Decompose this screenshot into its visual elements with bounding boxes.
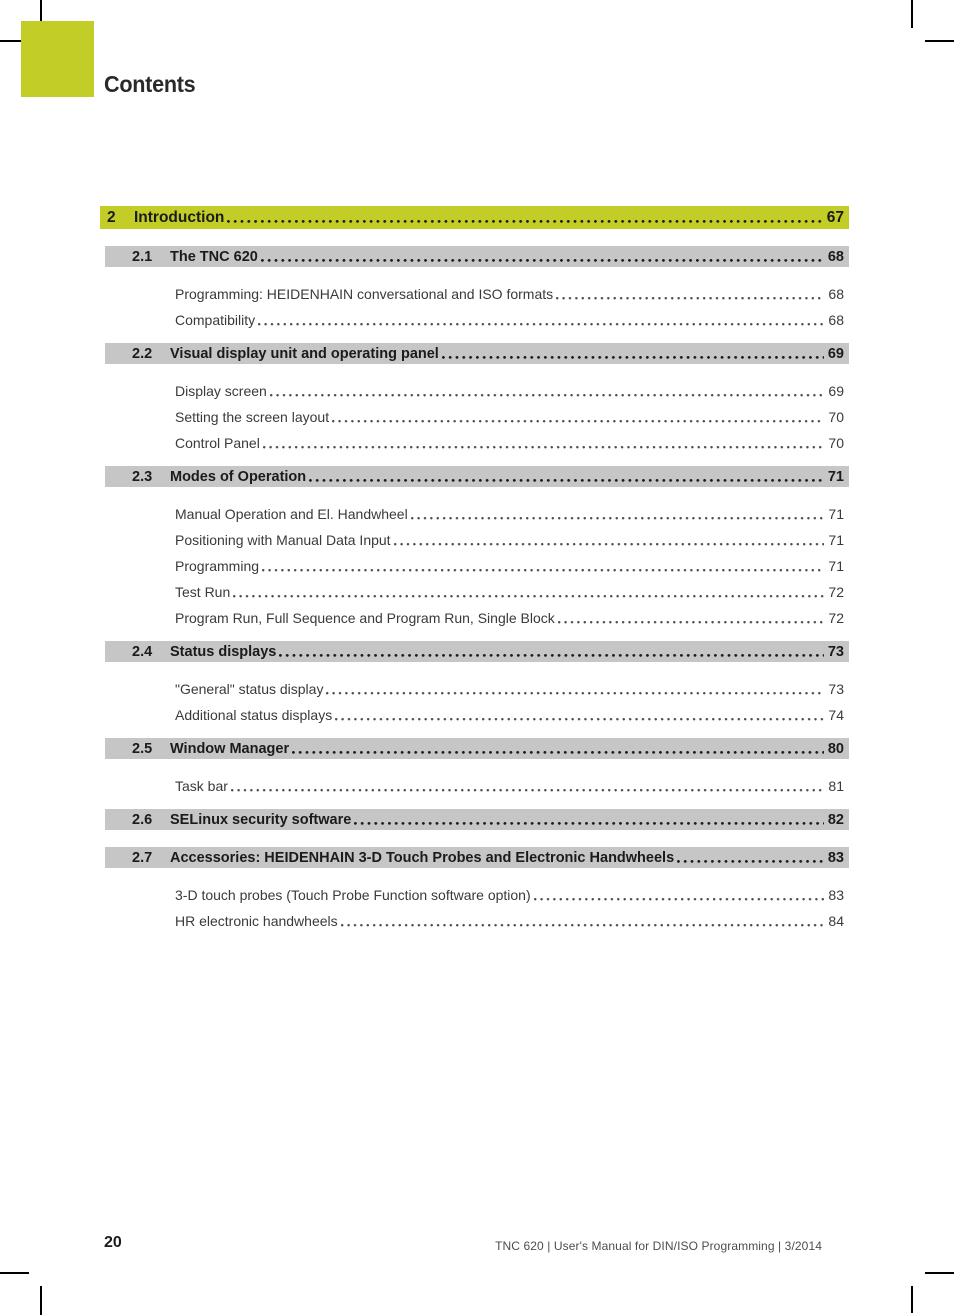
dot-leader — [411, 517, 825, 520]
toc-entry-group — [100, 773, 849, 799]
table-of-contents — [100, 206, 849, 927]
toc-entry-row[interactable] — [100, 908, 849, 934]
toc-entry-row[interactable] — [100, 702, 849, 728]
dot-leader — [394, 543, 825, 546]
entry-page-number: 68 — [828, 312, 844, 328]
toc-entry-group — [100, 501, 849, 631]
entry-title: Control Panel — [175, 435, 260, 451]
toc-entry-row[interactable] — [100, 882, 849, 908]
dot-leader — [227, 220, 822, 223]
dot-leader — [233, 595, 824, 598]
crop-mark-top-left-v — [40, 0, 42, 21]
chapter-title: Introduction — [134, 208, 225, 226]
section-title: Window Manager — [170, 740, 290, 757]
section-title: SELinux security software — [170, 811, 352, 828]
crop-mark-top-right-h — [925, 40, 954, 42]
dot-leader — [556, 297, 824, 300]
dot-leader — [326, 692, 824, 695]
toc-entry-row[interactable] — [100, 281, 849, 307]
toc-section-row[interactable] — [105, 847, 849, 868]
section-page-number: 80 — [827, 740, 844, 757]
entry-page-number: 84 — [828, 913, 844, 929]
toc-section-row[interactable] — [105, 809, 849, 830]
chapter-page-number: 67 — [826, 208, 844, 226]
section-title: Modes of Operation — [170, 468, 307, 485]
entry-title: Program Run, Full Sequence and Program Run, Single Block — [175, 610, 555, 626]
crop-mark-top-left-h — [0, 40, 21, 42]
entry-title: 3-D touch probes (Touch Probe Function software option) — [175, 887, 531, 903]
entry-page-number: 68 — [828, 286, 844, 302]
toc-entry-group — [100, 378, 849, 456]
section-number: 2.1 — [132, 248, 153, 265]
entry-title: Programming: HEIDENHAIN conversational and ISO formats — [175, 286, 554, 302]
entry-page-number: 71 — [828, 532, 844, 548]
footer-caption: TNC 620 | User's Manual for DIN/ISO Programming | 3/2014 — [495, 1239, 822, 1253]
section-number: 2.2 — [132, 345, 153, 362]
entry-page-number: 69 — [828, 383, 844, 399]
entry-page-number: 71 — [828, 506, 844, 522]
entry-title: Display screen — [175, 383, 267, 399]
page-title: Contents — [104, 71, 196, 97]
entry-page-number: 72 — [828, 610, 844, 626]
entry-title: Programming — [175, 558, 260, 574]
section-title: The TNC 620 — [170, 248, 258, 265]
toc-entry-row[interactable] — [100, 527, 849, 553]
crop-mark-bottom-left-v — [40, 1286, 42, 1315]
dot-leader — [261, 259, 824, 262]
toc-section-row[interactable] — [105, 466, 849, 487]
brand-green-square — [21, 21, 94, 97]
section-page-number: 73 — [827, 643, 844, 660]
dot-leader — [534, 898, 825, 901]
entry-title: HR electronic handwheels — [175, 913, 338, 929]
toc-entry-row[interactable] — [100, 501, 849, 527]
entry-page-number: 73 — [828, 681, 844, 697]
section-title: Status displays — [170, 643, 277, 660]
dot-leader — [341, 924, 825, 927]
entry-title: Compatibility — [175, 312, 256, 328]
toc-entry-row[interactable] — [100, 430, 849, 456]
entry-title: Additional status displays — [175, 707, 333, 723]
entry-title: "General" status display — [175, 681, 324, 697]
crop-mark-bottom-left-h — [0, 1272, 29, 1274]
section-number: 2.5 — [132, 740, 153, 757]
entry-page-number: 83 — [828, 887, 844, 903]
dot-leader — [270, 394, 825, 397]
section-title: Accessories: HEIDENHAIN 3-D Touch Probes and Electronic Handwheels — [170, 849, 675, 866]
dot-leader — [262, 569, 824, 572]
toc-chapter-row[interactable] — [100, 206, 849, 229]
entry-title: Test Run — [175, 584, 231, 600]
crop-mark-bottom-right-h — [925, 1272, 954, 1274]
dot-leader — [677, 860, 824, 863]
entry-page-number: 72 — [828, 584, 844, 600]
dot-leader — [335, 718, 824, 721]
toc-section-row[interactable] — [105, 641, 849, 662]
dot-leader — [354, 822, 824, 825]
dot-leader — [258, 323, 824, 326]
dot-leader — [231, 789, 825, 792]
entry-title: Task bar — [175, 778, 228, 794]
toc-section-row[interactable] — [105, 343, 849, 364]
entry-page-number: 71 — [828, 558, 844, 574]
section-number: 2.4 — [132, 643, 153, 660]
dot-leader — [279, 654, 823, 657]
toc-section-row[interactable] — [105, 246, 849, 267]
entry-title: Positioning with Manual Data Input — [175, 532, 391, 548]
section-number: 2.3 — [132, 468, 153, 485]
toc-entry-group — [100, 882, 849, 934]
dot-leader — [442, 356, 824, 359]
page-number: 20 — [104, 1234, 122, 1251]
entry-title: Manual Operation and El. Handwheel — [175, 506, 408, 522]
entry-title: Setting the screen layout — [175, 409, 330, 425]
dot-leader — [558, 621, 825, 624]
toc-entry-row[interactable] — [100, 378, 849, 404]
toc-entry-row[interactable] — [100, 676, 849, 702]
section-number: 2.7 — [132, 849, 153, 866]
toc-section-row[interactable] — [105, 738, 849, 759]
toc-entry-row[interactable] — [100, 605, 849, 631]
dot-leader — [292, 751, 824, 754]
section-page-number: 71 — [827, 468, 844, 485]
section-page-number: 68 — [827, 248, 844, 265]
chapter-number: 2 — [107, 208, 116, 226]
toc-entry-row[interactable] — [100, 773, 849, 799]
section-title: Visual display unit and operating panel — [170, 345, 439, 362]
entry-page-number: 70 — [828, 435, 844, 451]
toc-sections — [100, 246, 849, 934]
toc-entry-row[interactable] — [100, 579, 849, 605]
toc-entry-group — [100, 676, 849, 728]
section-page-number: 83 — [827, 849, 844, 866]
toc-entry-row[interactable] — [100, 307, 849, 333]
section-number: 2.6 — [132, 811, 153, 828]
dot-leader — [332, 420, 824, 423]
toc-entry-row[interactable] — [100, 404, 849, 430]
crop-mark-bottom-right-v — [911, 1286, 913, 1313]
dot-leader — [263, 446, 825, 449]
toc-entry-row[interactable] — [100, 553, 849, 579]
toc-entry-group — [100, 281, 849, 333]
section-page-number: 82 — [827, 811, 844, 828]
crop-mark-top-right-v — [911, 0, 913, 28]
entry-page-number: 70 — [828, 409, 844, 425]
entry-page-number: 74 — [828, 707, 844, 723]
entry-page-number: 81 — [828, 778, 844, 794]
section-page-number: 69 — [827, 345, 844, 362]
dot-leader — [309, 479, 824, 482]
